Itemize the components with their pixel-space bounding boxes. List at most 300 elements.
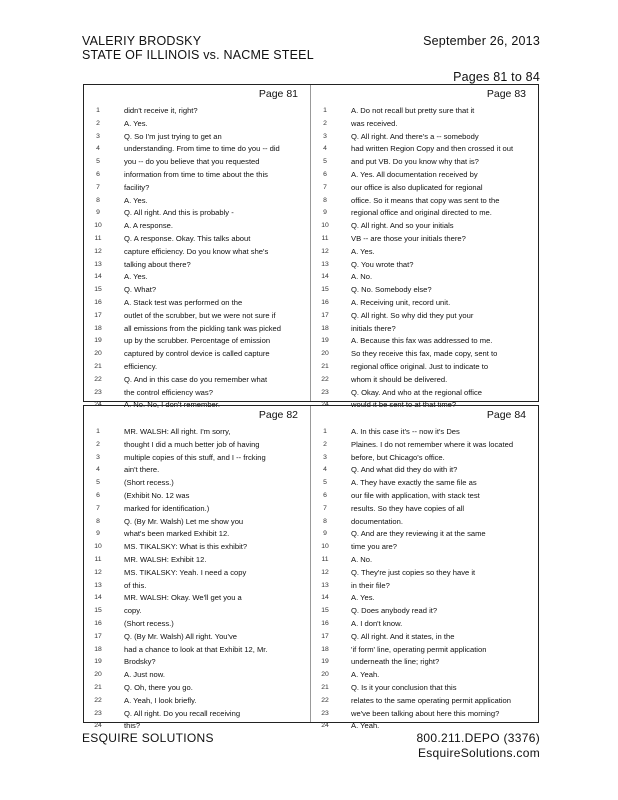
line-text: copy. bbox=[124, 606, 142, 616]
transcript-line bbox=[311, 207, 538, 220]
transcript-line bbox=[311, 490, 538, 503]
line-number: 19 bbox=[321, 658, 329, 666]
transcript-line bbox=[84, 207, 310, 220]
transcript-line bbox=[84, 682, 310, 695]
line-text: A. Stack test was performed on the bbox=[124, 297, 243, 307]
line-number: 22 bbox=[94, 696, 102, 704]
line-number: 13 bbox=[94, 260, 102, 268]
line-text: VB -- are those your initials there? bbox=[351, 233, 466, 243]
line-number: 6 bbox=[96, 170, 100, 178]
line-text: Q. And in this case do you remember what bbox=[124, 374, 268, 384]
transcript-line bbox=[84, 182, 310, 195]
transcript-page bbox=[84, 406, 310, 731]
transcript-line bbox=[84, 452, 310, 465]
transcript-row-top bbox=[83, 84, 539, 410]
line-number: 16 bbox=[321, 298, 329, 306]
line-text: would it be sent to at that time? bbox=[351, 400, 457, 410]
transcript-line bbox=[311, 220, 538, 233]
transcript-line bbox=[311, 644, 538, 657]
line-number: 24 bbox=[94, 722, 102, 730]
line-number: 18 bbox=[94, 324, 102, 332]
line-number: 15 bbox=[321, 607, 329, 615]
line-text: before, but Chicago's office. bbox=[351, 452, 445, 462]
line-number: 6 bbox=[323, 170, 327, 178]
transcript-line bbox=[84, 656, 310, 669]
line-number: 14 bbox=[321, 594, 329, 602]
line-number: 3 bbox=[323, 132, 327, 140]
line-number: 13 bbox=[94, 581, 102, 589]
transcript-line bbox=[84, 156, 310, 169]
transcript-line bbox=[311, 541, 538, 554]
transcript-line bbox=[84, 271, 310, 284]
line-text: Q. All right. Do you recall receiving bbox=[124, 708, 241, 718]
line-text: A. Just now. bbox=[124, 670, 165, 680]
line-text: A. Receiving unit, record unit. bbox=[351, 297, 451, 307]
line-number: 1 bbox=[323, 107, 327, 114]
transcript-line bbox=[84, 105, 310, 118]
line-number: 18 bbox=[321, 645, 329, 653]
transcript-line bbox=[84, 259, 310, 272]
line-text: results. So they have copies of all bbox=[351, 503, 465, 513]
transcript-line bbox=[84, 669, 310, 682]
transcript-line bbox=[311, 682, 538, 695]
transcript-line bbox=[84, 439, 310, 452]
line-number: 5 bbox=[96, 158, 100, 166]
transcript-line bbox=[311, 503, 538, 516]
transcript-line bbox=[84, 233, 310, 246]
line-text: initials there? bbox=[351, 323, 396, 333]
line-text: Q. Oh, there you go. bbox=[124, 682, 193, 692]
line-text: A. I don't know. bbox=[351, 618, 403, 628]
line-text: you -- do you believe that you requested bbox=[124, 157, 260, 167]
page-title: Page 82 bbox=[258, 409, 298, 421]
transcript-line bbox=[84, 131, 310, 144]
line-text: Q. You wrote that? bbox=[351, 259, 414, 269]
line-number: 10 bbox=[321, 543, 329, 551]
footer-company: ESQUIRE SOLUTIONS bbox=[82, 731, 214, 745]
deposition-date: September 26, 2013 bbox=[423, 34, 540, 48]
line-text: MS. TIKALSKY: What is this exhibit? bbox=[124, 542, 248, 552]
line-text: was received. bbox=[351, 118, 398, 128]
line-number: 8 bbox=[323, 517, 327, 525]
line-number: 9 bbox=[96, 530, 100, 538]
transcript-line bbox=[84, 169, 310, 182]
line-text: this? bbox=[124, 721, 141, 731]
line-number: 21 bbox=[321, 362, 329, 370]
transcript-row-bottom bbox=[83, 405, 539, 731]
transcript-line bbox=[311, 118, 538, 131]
line-number: 4 bbox=[96, 145, 100, 153]
line-number: 7 bbox=[323, 504, 327, 512]
transcript-line bbox=[311, 233, 538, 246]
line-number: 19 bbox=[94, 337, 102, 345]
line-number: 10 bbox=[94, 543, 102, 551]
line-text: A. Do not recall but pretty sure that it bbox=[351, 106, 475, 115]
line-text: marked for identification.) bbox=[124, 503, 210, 513]
line-text: A. Yeah. bbox=[351, 670, 380, 680]
line-text: regional office original. Just to indicate to bbox=[351, 361, 489, 371]
transcript-line bbox=[84, 284, 310, 297]
transcript-line bbox=[84, 605, 310, 618]
transcript-line bbox=[84, 618, 310, 631]
transcript-line bbox=[311, 656, 538, 669]
transcript-line bbox=[311, 592, 538, 605]
line-text: capture efficiency. Do you know what she's bbox=[124, 246, 269, 256]
transcript-line bbox=[84, 541, 310, 554]
line-number: 12 bbox=[321, 247, 329, 255]
line-number: 23 bbox=[321, 709, 329, 717]
transcript-line bbox=[311, 310, 538, 323]
line-text: MR. WALSH: All right. I'm sorry, bbox=[124, 427, 231, 436]
line-number: 20 bbox=[321, 350, 329, 358]
line-number: 12 bbox=[94, 568, 102, 576]
line-text: we've been talking about here this morning? bbox=[351, 708, 500, 718]
line-text: Q. All right. And this is probably - bbox=[124, 208, 234, 218]
line-text: of this. bbox=[124, 580, 147, 590]
line-text: Q. And are they reviewing it at the same bbox=[351, 529, 486, 539]
line-text: Q. All right. And so your initials bbox=[351, 221, 454, 231]
line-text: MR. WALSH: Exhibit 12. bbox=[124, 554, 207, 564]
transcript-line bbox=[84, 374, 310, 387]
line-number: 23 bbox=[321, 388, 329, 396]
transcript-line bbox=[311, 439, 538, 452]
transcript-line bbox=[311, 271, 538, 284]
line-text: what's been marked Exhibit 12. bbox=[124, 529, 230, 539]
transcript-line bbox=[84, 695, 310, 708]
transcript-line bbox=[84, 708, 310, 721]
transcript-line bbox=[84, 503, 310, 516]
line-number: 9 bbox=[323, 530, 327, 538]
line-text: efficiency. bbox=[124, 361, 158, 371]
transcript-line bbox=[84, 143, 310, 156]
line-number: 24 bbox=[321, 401, 329, 409]
line-number: 24 bbox=[94, 401, 102, 409]
line-number: 5 bbox=[323, 158, 327, 166]
transcript-line bbox=[311, 554, 538, 567]
line-number: 21 bbox=[94, 683, 102, 691]
line-text: ain't there. bbox=[124, 465, 160, 475]
line-text: information from time to time about the this bbox=[124, 169, 268, 179]
transcript-line bbox=[311, 477, 538, 490]
line-number: 23 bbox=[94, 709, 102, 717]
line-text: time you are? bbox=[351, 542, 398, 552]
transcript-line bbox=[311, 105, 538, 118]
transcript-line bbox=[311, 528, 538, 541]
line-number: 11 bbox=[321, 234, 329, 242]
line-number: 15 bbox=[321, 286, 329, 294]
transcript-line bbox=[311, 631, 538, 644]
line-text: So they receive this fax, made copy, sent to bbox=[351, 349, 498, 359]
page-title: Page 81 bbox=[258, 88, 298, 100]
line-text: up by the scrubber. Percentage of emission bbox=[124, 336, 271, 346]
line-number: 1 bbox=[323, 428, 327, 435]
line-text: Q. All right. So why did they put your bbox=[351, 310, 474, 320]
transcript-line bbox=[84, 323, 310, 336]
page-title: Page 83 bbox=[486, 88, 526, 100]
line-number: 14 bbox=[321, 273, 329, 281]
line-text: Plaines. I do not remember where it was located bbox=[351, 439, 514, 449]
transcript-line bbox=[311, 195, 538, 208]
line-number: 4 bbox=[323, 466, 327, 474]
line-text: A. In this case it's -- now it's Des bbox=[351, 427, 460, 436]
transcript-line bbox=[84, 220, 310, 233]
line-number: 2 bbox=[96, 440, 100, 448]
line-number: 20 bbox=[94, 350, 102, 358]
transcript-line bbox=[84, 554, 310, 567]
line-text: and put VB. Do you know why that is? bbox=[351, 157, 479, 167]
line-text: A. No. bbox=[351, 554, 373, 564]
transcript-line bbox=[311, 464, 538, 477]
line-text: documentation. bbox=[351, 516, 403, 526]
line-text: A. Yeah, I look briefly. bbox=[124, 695, 197, 705]
transcript-line bbox=[311, 182, 538, 195]
page-lines bbox=[84, 426, 310, 733]
line-number: 8 bbox=[96, 517, 100, 525]
transcript-line bbox=[311, 708, 538, 721]
line-text: A. Because this fax was addressed to me. bbox=[351, 336, 493, 346]
line-text: all emissions from the pickling tank was picked bbox=[124, 323, 282, 333]
line-text: Q. Is it your conclusion that this bbox=[351, 682, 457, 692]
line-text: A. A response. bbox=[124, 221, 173, 231]
transcript-line bbox=[311, 452, 538, 465]
line-text: Q. What? bbox=[124, 285, 157, 295]
transcript-line bbox=[311, 618, 538, 631]
line-text: had written Region Copy and then crossed it out bbox=[351, 144, 514, 154]
line-text: A. No. bbox=[351, 272, 373, 282]
line-number: 15 bbox=[94, 286, 102, 294]
transcript-line bbox=[84, 387, 310, 400]
line-text: Q. A response. Okay. This talks about bbox=[124, 233, 251, 243]
line-number: 10 bbox=[94, 222, 102, 230]
transcript-line bbox=[84, 361, 310, 374]
line-text: multiple copies of this stuff, and I -- frcking bbox=[124, 452, 266, 462]
line-number: 17 bbox=[94, 311, 102, 319]
transcript-line bbox=[311, 156, 538, 169]
line-text: the control efficiency was? bbox=[124, 387, 213, 397]
page-lines bbox=[311, 105, 538, 412]
line-text: Q. All right. And it states, in the bbox=[351, 631, 455, 641]
transcript-line bbox=[311, 361, 538, 374]
transcript-line bbox=[84, 477, 310, 490]
line-number: 16 bbox=[94, 619, 102, 627]
transcript-line bbox=[311, 284, 538, 297]
line-text: our file with application, with stack test bbox=[351, 490, 480, 500]
line-number: 5 bbox=[96, 479, 100, 487]
line-number: 18 bbox=[94, 645, 102, 653]
line-number: 6 bbox=[323, 491, 327, 499]
line-number: 2 bbox=[323, 440, 327, 448]
line-text: MS. TIKALSKY: Yeah. I need a copy bbox=[124, 567, 247, 577]
line-text: (Short recess.) bbox=[124, 478, 174, 488]
line-number: 4 bbox=[96, 466, 100, 474]
line-text: regional office and original directed to me. bbox=[351, 208, 492, 218]
transcript-line bbox=[311, 169, 538, 182]
line-text: Q. Does anybody read it? bbox=[351, 606, 438, 616]
transcript-line bbox=[311, 348, 538, 361]
line-text: A. No. No, I don't remember. bbox=[124, 400, 220, 410]
line-number: 16 bbox=[321, 619, 329, 627]
line-number: 7 bbox=[96, 504, 100, 512]
line-text: facility? bbox=[124, 182, 150, 192]
line-text: Q. They're just copies so they have it bbox=[351, 567, 476, 577]
line-text: office. So it means that copy was sent to the bbox=[351, 195, 500, 205]
transcript-line bbox=[311, 580, 538, 593]
line-number: 19 bbox=[321, 337, 329, 345]
line-number: 9 bbox=[323, 209, 327, 217]
line-number: 15 bbox=[94, 607, 102, 615]
transcript-line bbox=[84, 580, 310, 593]
transcript-line bbox=[311, 605, 538, 618]
transcript-line bbox=[84, 246, 310, 259]
line-number: 3 bbox=[96, 453, 100, 461]
footer-phone: 800.211.DEPO (3376) bbox=[416, 731, 540, 745]
transcript-line bbox=[84, 335, 310, 348]
transcript-line bbox=[84, 297, 310, 310]
line-number: 12 bbox=[321, 568, 329, 576]
footer-website: EsquireSolutions.com bbox=[417, 746, 540, 760]
transcript-line bbox=[84, 310, 310, 323]
page-lines bbox=[84, 105, 310, 412]
line-text: had a chance to look at that Exhibit 12, Mr. bbox=[124, 644, 268, 654]
line-number: 19 bbox=[94, 658, 102, 666]
page-lines bbox=[311, 426, 538, 733]
line-number: 24 bbox=[321, 722, 329, 730]
line-text: A. Yes. bbox=[351, 246, 375, 256]
page-title: Page 84 bbox=[486, 409, 526, 421]
transcript-line bbox=[311, 143, 538, 156]
line-number: 1 bbox=[96, 428, 100, 435]
transcript-line bbox=[84, 118, 310, 131]
line-text: A. Yes. bbox=[124, 118, 148, 128]
transcript-line bbox=[311, 323, 538, 336]
line-text: Q. (By Mr. Walsh) All right. You've bbox=[124, 631, 238, 641]
transcript-line bbox=[311, 426, 538, 439]
line-number: 22 bbox=[94, 375, 102, 383]
line-number: 11 bbox=[321, 555, 329, 563]
line-number: 21 bbox=[321, 683, 329, 691]
line-text: A. Yes. bbox=[124, 272, 148, 282]
line-number: 22 bbox=[321, 375, 329, 383]
line-number: 17 bbox=[94, 632, 102, 640]
line-text: Q. (By Mr. Walsh) Let me show you bbox=[124, 516, 244, 526]
line-number: 3 bbox=[96, 132, 100, 140]
line-text: Q. So I'm just trying to get an bbox=[124, 131, 222, 141]
line-number: 13 bbox=[321, 581, 329, 589]
transcript-line bbox=[84, 490, 310, 503]
line-number: 7 bbox=[96, 183, 100, 191]
transcript-line bbox=[84, 644, 310, 657]
line-text: captured by control device is called capture bbox=[124, 349, 270, 359]
transcript-line bbox=[311, 695, 538, 708]
transcript-line bbox=[311, 297, 538, 310]
line-number: 3 bbox=[323, 453, 327, 461]
transcript-line bbox=[311, 131, 538, 144]
case-title: STATE OF ILLINOIS vs. NACME STEEL bbox=[82, 48, 314, 62]
line-number: 6 bbox=[96, 491, 100, 499]
line-text: Brodsky? bbox=[124, 657, 156, 667]
line-number: 18 bbox=[321, 324, 329, 332]
line-number: 17 bbox=[321, 632, 329, 640]
transcript-line bbox=[84, 516, 310, 529]
line-number: 21 bbox=[94, 362, 102, 370]
line-text: Q. No. Somebody else? bbox=[351, 285, 432, 295]
line-number: 8 bbox=[323, 196, 327, 204]
line-number: 23 bbox=[94, 388, 102, 396]
line-text: A. Yes. bbox=[124, 195, 148, 205]
line-number: 5 bbox=[323, 479, 327, 487]
transcript-page bbox=[84, 85, 310, 410]
line-number: 11 bbox=[94, 555, 102, 563]
line-text: underneath the line; right? bbox=[351, 657, 440, 667]
line-number: 7 bbox=[323, 183, 327, 191]
line-text: in their file? bbox=[351, 580, 390, 590]
line-number: 20 bbox=[321, 671, 329, 679]
transcript-line bbox=[311, 669, 538, 682]
line-text: outlet of the scrubber, but we were not sure if bbox=[124, 310, 276, 320]
line-number: 13 bbox=[321, 260, 329, 268]
line-number: 12 bbox=[94, 247, 102, 255]
line-number: 8 bbox=[96, 196, 100, 204]
line-text: Q. Okay. And who at the regional office bbox=[351, 387, 482, 397]
line-number: 10 bbox=[321, 222, 329, 230]
transcript-line bbox=[84, 528, 310, 541]
transcript-line bbox=[84, 464, 310, 477]
line-number: 16 bbox=[94, 298, 102, 306]
line-number: 1 bbox=[96, 107, 100, 114]
transcript-line bbox=[311, 246, 538, 259]
transcript-line bbox=[84, 426, 310, 439]
line-number: 14 bbox=[94, 594, 102, 602]
transcript-line bbox=[84, 195, 310, 208]
line-text: 'if form' line, operating permit application bbox=[351, 644, 487, 654]
line-text: Q. And what did they do with it? bbox=[351, 465, 458, 475]
line-text: (Exhibit No. 12 was bbox=[124, 490, 190, 500]
line-number: 14 bbox=[94, 273, 102, 281]
line-number: 17 bbox=[321, 311, 329, 319]
line-number: 2 bbox=[96, 119, 100, 127]
line-number: 2 bbox=[323, 119, 327, 127]
transcript-line bbox=[311, 374, 538, 387]
line-text: talking about there? bbox=[124, 259, 191, 269]
transcript-line bbox=[311, 387, 538, 400]
transcript-line bbox=[84, 631, 310, 644]
line-text: Q. All right. And there's a -- somebody bbox=[351, 131, 479, 141]
transcript-line bbox=[311, 567, 538, 580]
line-number: 4 bbox=[323, 145, 327, 153]
line-text: MR. WALSH: Okay. We'll get you a bbox=[124, 593, 242, 603]
line-text: didn't receive it, right? bbox=[124, 106, 198, 115]
line-number: 20 bbox=[94, 671, 102, 679]
line-text: thought I did a much better job of having bbox=[124, 439, 260, 449]
line-text: (Short recess.) bbox=[124, 618, 174, 628]
transcript-line bbox=[311, 259, 538, 272]
transcript-line bbox=[84, 567, 310, 580]
line-number: 9 bbox=[96, 209, 100, 217]
line-text: relates to the same operating permit application bbox=[351, 695, 511, 705]
line-text: our office is also duplicated for regional bbox=[351, 182, 483, 192]
line-text: A. They have exactly the same file as bbox=[351, 478, 477, 488]
transcript-line bbox=[311, 516, 538, 529]
transcript-line bbox=[311, 335, 538, 348]
line-text: A. Yeah. bbox=[351, 721, 380, 731]
transcript-page bbox=[311, 406, 538, 731]
line-number: 11 bbox=[94, 234, 102, 242]
transcript-line bbox=[84, 348, 310, 361]
line-text: whom it should be delivered. bbox=[351, 374, 448, 384]
witness-name: VALERIY BRODSKY bbox=[82, 34, 202, 48]
line-text: A. Yes. bbox=[351, 593, 375, 603]
line-number: 22 bbox=[321, 696, 329, 704]
